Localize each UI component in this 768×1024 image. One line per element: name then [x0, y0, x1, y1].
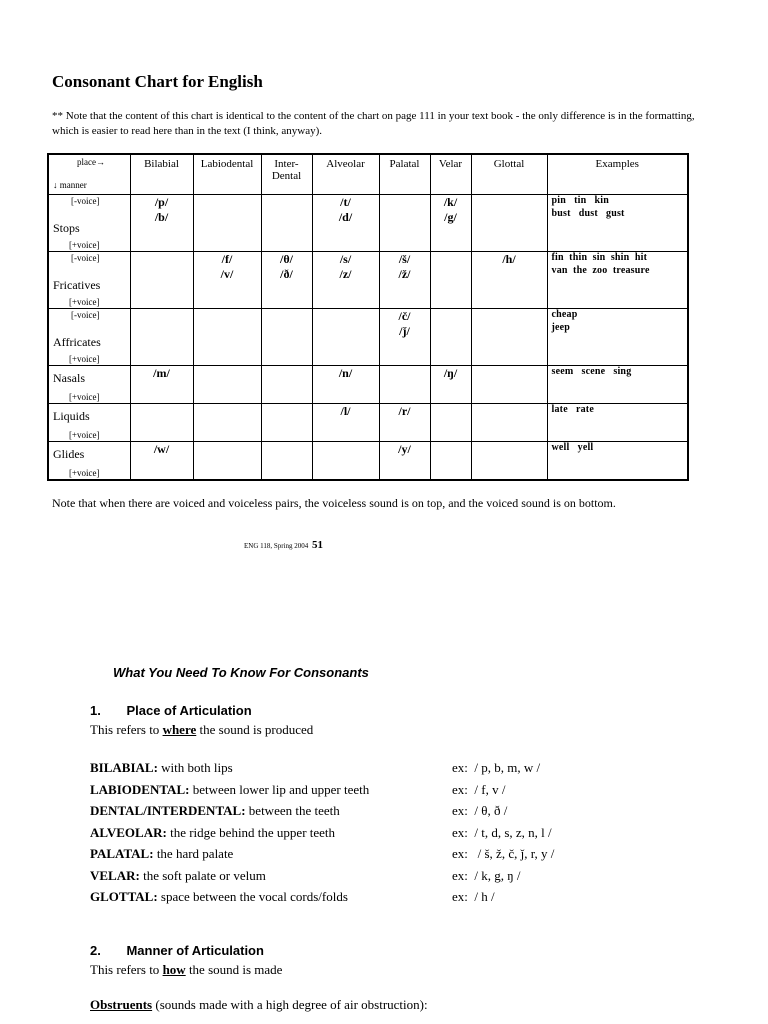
examples-cell — [547, 195, 688, 252]
phoneme-cell — [430, 252, 471, 309]
phoneme-symbol: /t/ — [340, 195, 351, 209]
phoneme-symbol: /y/ — [398, 442, 411, 456]
phoneme-symbol — [431, 252, 471, 266]
phoneme-symbol — [194, 442, 261, 456]
place-examples: ex: / θ, ð / — [452, 803, 508, 818]
manner-cell — [48, 309, 130, 366]
place-definition-row — [90, 782, 710, 798]
manner-label: Affricates — [53, 335, 101, 349]
phoneme-symbol — [262, 309, 312, 323]
phoneme-symbol — [472, 195, 547, 209]
place-intro — [90, 722, 313, 738]
voiced-label: [+voice] — [68, 467, 100, 478]
manner-heading — [90, 943, 264, 958]
phoneme-cell — [193, 309, 261, 366]
column-header: Palatal — [379, 154, 430, 195]
phoneme-symbol — [472, 209, 547, 223]
phoneme-cell — [193, 404, 261, 442]
phoneme-symbol: /ŋ/ — [443, 366, 458, 380]
place-term: ALVEOLAR: — [90, 824, 167, 840]
phoneme-symbol: /f/ — [221, 252, 233, 266]
phoneme-symbol: /d/ — [338, 210, 353, 224]
phoneme-cell — [379, 366, 430, 404]
manner-cell — [48, 366, 130, 404]
place-description: the hard palate — [153, 846, 234, 861]
voicing-footnote: Note that when there are voiced and voiceless pairs, the voiceless sound is on top, and the voiced sound is on bottom. — [52, 496, 616, 510]
example-words: fin thin sin shin hit — [551, 252, 648, 263]
phoneme-cell — [430, 366, 471, 404]
page-title: Consonant Chart for English — [52, 72, 263, 91]
phoneme-cell — [471, 309, 547, 366]
phoneme-cell — [312, 404, 379, 442]
place-definition-row — [90, 868, 710, 884]
phoneme-symbol — [131, 404, 193, 418]
place-number: 1. — [90, 703, 101, 718]
phoneme-symbol — [431, 323, 471, 337]
column-header: Glottal — [471, 154, 547, 195]
manner-intro — [90, 962, 282, 978]
phoneme-symbol — [262, 366, 312, 380]
phoneme-symbol: /l/ — [340, 404, 351, 418]
place-heading — [90, 703, 252, 718]
place-examples: ex: / k, g, ŋ / — [452, 867, 521, 883]
phoneme-cell — [130, 442, 193, 480]
phoneme-symbol: /č/ — [398, 309, 411, 323]
voiceless-label: [-voice] — [71, 196, 100, 206]
phoneme-cell — [261, 404, 312, 442]
phoneme-symbol: /ǰ/ — [399, 324, 410, 338]
example-words: jeep — [551, 322, 571, 333]
phoneme-cell — [430, 195, 471, 252]
course-label: ENG 118, Spring 2004 — [244, 542, 309, 550]
manner-cell — [48, 442, 130, 480]
manner-label: Stops — [53, 221, 80, 235]
chart-row — [48, 404, 688, 442]
phoneme-symbol — [131, 266, 193, 280]
page-number: 51 — [312, 539, 324, 551]
phoneme-symbol — [262, 323, 312, 337]
place-description: space between the vocal cords/folds — [157, 889, 348, 904]
place-definition-row — [90, 825, 710, 841]
obstruents-term: Obstruents — [90, 997, 153, 1012]
phoneme-symbol: /s/ — [339, 252, 352, 266]
phoneme-symbol — [472, 366, 547, 380]
phoneme-cell — [261, 442, 312, 480]
phoneme-cell — [312, 309, 379, 366]
phoneme-symbol — [380, 366, 430, 380]
manner-intro-text: This refers to — [90, 962, 163, 977]
phoneme-symbol: /ð/ — [280, 267, 293, 281]
phoneme-cell — [471, 252, 547, 309]
phoneme-symbol — [313, 323, 379, 337]
section-heading: What You Need To Know For Consonants — [113, 665, 369, 680]
phoneme-symbol: /b/ — [154, 210, 169, 224]
phoneme-symbol: /n/ — [338, 366, 353, 380]
phoneme-symbol — [472, 442, 547, 456]
phoneme-symbol — [194, 366, 261, 380]
phoneme-cell — [130, 366, 193, 404]
phoneme-cell — [193, 442, 261, 480]
phoneme-symbol — [431, 404, 471, 418]
phoneme-cell — [193, 366, 261, 404]
voiceless-label: [-voice] — [71, 253, 100, 263]
phoneme-cell — [430, 309, 471, 366]
examples-cell — [547, 404, 688, 442]
phoneme-cell — [430, 442, 471, 480]
phoneme-symbol — [262, 195, 312, 209]
phoneme-symbol: /m/ — [153, 366, 170, 380]
example-words: bust dust gust — [551, 208, 625, 219]
obstruents-line — [90, 997, 428, 1013]
place-term: VELAR: — [90, 867, 140, 883]
column-header — [261, 154, 312, 195]
phoneme-symbol: /θ/ — [280, 252, 293, 266]
place-title: Place of Articulation — [126, 703, 252, 718]
manner-cell — [48, 195, 130, 252]
phoneme-symbol — [131, 252, 193, 266]
phoneme-symbol — [194, 209, 261, 223]
voiced-label: [+voice] — [68, 240, 100, 250]
chart-row — [48, 366, 688, 404]
column-header: Velar — [430, 154, 471, 195]
place-description: the soft palate or velum — [139, 867, 266, 883]
phoneme-symbol — [131, 323, 193, 337]
phoneme-cell — [471, 195, 547, 252]
manner-label: Nasals — [53, 371, 85, 385]
phoneme-symbol — [472, 404, 547, 418]
place-examples: ex: / š, ž, č, ǰ, r, y / — [452, 846, 555, 861]
examples-cell — [547, 442, 688, 480]
phoneme-cell — [430, 404, 471, 442]
phoneme-symbol — [472, 309, 547, 323]
page-footer — [244, 539, 323, 551]
place-examples: ex: / f, v / — [452, 781, 506, 797]
column-header: Examples — [547, 154, 688, 195]
phoneme-symbol — [431, 309, 471, 323]
phoneme-symbol — [262, 209, 312, 223]
phoneme-symbol: /š/ — [398, 252, 411, 266]
phoneme-symbol: /v/ — [220, 267, 234, 281]
phoneme-symbol — [313, 442, 379, 456]
place-definition-row — [90, 889, 710, 905]
column-header: Bilabial — [130, 154, 193, 195]
phoneme-cell — [261, 366, 312, 404]
example-words: late rate — [551, 404, 594, 415]
manner-title: Manner of Articulation — [126, 943, 264, 958]
phoneme-symbol — [431, 266, 471, 280]
manner-label: Glides — [53, 447, 85, 461]
phoneme-cell — [379, 442, 430, 480]
phoneme-cell — [379, 309, 430, 366]
phoneme-symbol — [431, 442, 471, 456]
place-intro-text: This refers to — [90, 722, 163, 737]
place-term: PALATAL: — [90, 846, 154, 861]
phoneme-cell — [261, 195, 312, 252]
column-header-text: Inter-Dental — [271, 158, 302, 182]
consonant-chart — [47, 153, 689, 481]
phoneme-cell — [261, 252, 312, 309]
phoneme-symbol: /p/ — [154, 195, 169, 209]
place-definition-row — [90, 846, 710, 862]
examples-cell — [547, 252, 688, 309]
example-words: well yell — [551, 442, 594, 453]
phoneme-cell — [379, 195, 430, 252]
voiced-label: [+voice] — [68, 354, 100, 364]
phoneme-cell — [193, 195, 261, 252]
phoneme-symbol: /ž/ — [398, 267, 411, 281]
place-description: with both lips — [157, 760, 233, 775]
phoneme-symbol: /w/ — [153, 442, 170, 456]
manner-number: 2. — [90, 943, 101, 958]
manner-cell — [48, 404, 130, 442]
phoneme-symbol — [472, 323, 547, 337]
place-term: BILABIAL: — [90, 760, 158, 775]
chart-row — [48, 442, 688, 480]
phoneme-cell — [130, 404, 193, 442]
place-term: GLOTTAL: — [90, 889, 158, 904]
manner-arrow-label: ↓ manner — [53, 180, 87, 190]
place-term: LABIODENTAL: — [90, 781, 190, 797]
chart-row — [48, 195, 688, 252]
phoneme-symbol: /h/ — [502, 252, 516, 266]
place-intro-key: where — [162, 722, 197, 737]
example-words: cheap — [551, 309, 578, 320]
phoneme-symbol: /r/ — [398, 404, 411, 418]
place-definition-row — [90, 760, 710, 776]
voiced-label: [+voice] — [68, 297, 100, 307]
phoneme-cell — [312, 442, 379, 480]
examples-cell — [547, 309, 688, 366]
example-words: pin tin kin — [551, 195, 609, 206]
phoneme-cell — [471, 442, 547, 480]
example-words: seem scene sing — [551, 366, 632, 377]
manner-intro-text-end: the sound is made — [185, 962, 283, 977]
phoneme-symbol — [131, 309, 193, 323]
phoneme-cell — [312, 252, 379, 309]
place-term: DENTAL/INTERDENTAL: — [90, 803, 246, 818]
chart-row — [48, 252, 688, 309]
column-header: Alveolar — [312, 154, 379, 195]
phoneme-symbol — [472, 267, 547, 281]
phoneme-cell — [471, 404, 547, 442]
place-description: the ridge behind the upper teeth — [166, 824, 336, 840]
phoneme-cell — [130, 252, 193, 309]
place-arrow-label: place→ — [77, 157, 105, 167]
examples-cell — [547, 366, 688, 404]
phoneme-cell — [130, 195, 193, 252]
phoneme-cell — [471, 366, 547, 404]
phoneme-cell — [312, 195, 379, 252]
voiceless-label: [-voice] — [71, 310, 100, 320]
phoneme-cell — [130, 309, 193, 366]
phoneme-cell — [193, 252, 261, 309]
column-header: Labiodental — [193, 154, 261, 195]
voiced-label: [+voice] — [68, 430, 100, 440]
place-description: between lower lip and upper teeth — [189, 781, 370, 797]
place-intro-text-end: the sound is produced — [196, 722, 314, 737]
phoneme-cell — [261, 309, 312, 366]
place-description: between the teeth — [245, 803, 340, 818]
phoneme-symbol — [262, 442, 312, 456]
manner-label: Liquids — [53, 409, 90, 423]
phoneme-cell — [379, 404, 430, 442]
chart-row — [48, 309, 688, 366]
phoneme-symbol — [380, 209, 430, 223]
obstruents-desc: (sounds made with a high degree of air obstruction): — [152, 997, 428, 1012]
phoneme-symbol: /z/ — [339, 267, 352, 281]
phoneme-symbol — [194, 404, 261, 418]
place-definition-row — [90, 803, 710, 819]
phoneme-symbol — [194, 309, 261, 323]
place-examples: ex: / t, d, s, z, n, l / — [452, 824, 552, 840]
phoneme-cell — [312, 366, 379, 404]
place-manner-header — [48, 154, 130, 195]
place-examples: ex: / h / — [452, 889, 495, 904]
manner-cell — [48, 252, 130, 309]
phoneme-symbol — [194, 195, 261, 209]
manner-label: Fricatives — [53, 278, 101, 292]
phoneme-symbol — [262, 404, 312, 418]
manner-intro-key: how — [162, 962, 186, 977]
phoneme-symbol: /k/ — [443, 195, 458, 209]
place-examples: ex: / p, b, m, w / — [452, 760, 541, 775]
phoneme-symbol: /g/ — [444, 210, 457, 224]
phoneme-symbol — [194, 323, 261, 337]
intro-note: ** Note that the content of this chart is identical to the content of the chart on page 111 in your text book - the only difference is in the formatting, which is easier to read here than in the text (I think, anyway). — [52, 110, 695, 137]
phoneme-symbol — [380, 195, 430, 209]
phoneme-cell — [379, 252, 430, 309]
voiced-label: [+voice] — [68, 392, 100, 402]
example-words: van the zoo treasure — [551, 265, 650, 276]
phoneme-symbol — [313, 309, 379, 323]
